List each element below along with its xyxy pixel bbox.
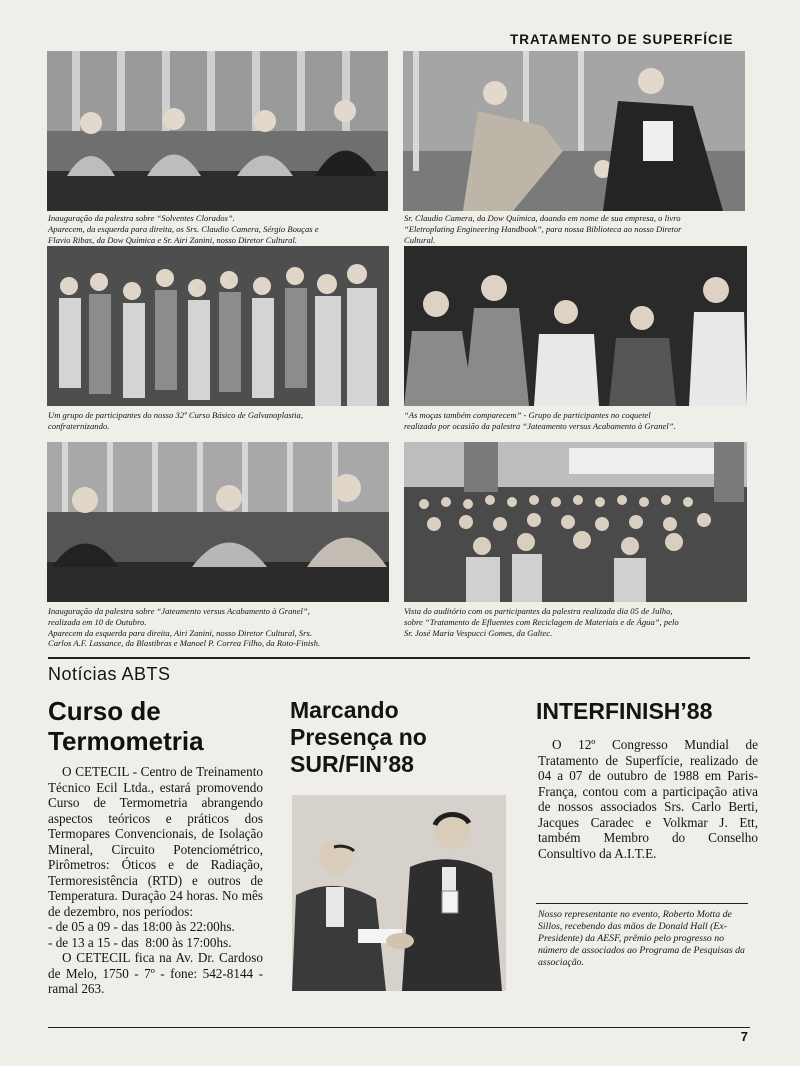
article-title-interfinish: INTERFINISH’88 xyxy=(536,698,713,724)
photo-panel-jateamento xyxy=(47,442,389,602)
photo-panel-cocktail xyxy=(404,246,747,406)
caption-photo-4: “As moças também comparecem” - Grupo de participantes no coquetel realizado por ocasião da palestra “Jateamento versus Acabamento à Granel”. xyxy=(404,410,676,431)
news-section-title: Notícias ABTS xyxy=(48,664,171,684)
caption-photo-6: Vista do auditório com os participantes da palestra realizada dia 05 de Julho, sobre “Tratamento de Efluentes com Reciclagem de Materiais e de Água”, pelo Sr. José Maria Vespucci Gomes, da Galtec. xyxy=(404,606,679,638)
divider-top xyxy=(48,657,750,659)
caption-photo-1: Inauguração da palestra sobre “Solventes Clorados”. Aparecem, da esquerda para direita, os Srs. Claudio Camera, Sérgio Bouças e Flavio Ribas, da Dow Química e Sr. Airi Zanini, nosso Diretor Cultural. xyxy=(48,213,319,245)
article-body-termometria: O CETECIL - Centro de Treinamento Técnico Ecil Ltda., estará promovendo Curso de Termometria abrangendo aspectos teóricos e práticos dos Termopares Convencionais, de Isolação Mineral, Circuito Potenciométrico, Pirômetros: Óticos e de Radiação, Termoresistência (RTD) e outros de Temperatura. Duração 24 horas. No mês de dezembro, nos períodos: - de 05 a 09 - das 18:00 às 22:00hs. - de 13 a 15 - das 8:00 às 17:00hs. O CETECIL fica na Av. Dr. Cardoso de Melo, 1750 - 7º - fone: 542-8144 - ramal 263. xyxy=(48,764,263,996)
photo-award-handshake xyxy=(292,795,506,991)
divider-bottom xyxy=(48,1027,750,1028)
caption-photo-2: Sr. Claudio Camera, da Dow Química, doando em nome de sua empresa, o livro “Eletroplating Engineering Handbook”, para nossa Biblioteca ao nosso Diretor Cultural. xyxy=(404,213,682,245)
photo-panel-inauguration xyxy=(47,51,388,211)
page-number: 7 xyxy=(740,1029,748,1044)
caption-divider xyxy=(536,903,748,904)
section-header: TRATAMENTO DE SUPERFÍCIE xyxy=(510,32,734,47)
article-body-interfinish: O 12º Congresso Mundial de Tratamento de Superfície, realizado de 04 a 07 de outubro de 1988 em Paris-França, contou com a participação ativa de nossos associados Srs. Carlo Berti, Jacques Caradec e Volkmar J. Ett, também Membro do Conselho Consultivo da A.I.T.E. xyxy=(538,737,758,861)
article-title-termometria: Curso de Termometria xyxy=(48,696,204,756)
article-title-surfin: Marcando Presença no SUR/FIN’88 xyxy=(290,697,427,777)
caption-award-photo: Nosso representante no evento, Roberto Motta de Sillos, recebendo das mãos de Donald Hall (Ex-Presidente) da AESF, prêmio pelo progresso no número de associados ao Programa de Pesquisas da associação. xyxy=(538,909,745,968)
photo-panel-course-group xyxy=(47,246,389,406)
caption-photo-3: Um grupo de participantes do nosso 32º Curso Básico de Galvanoplastia, confraternizando. xyxy=(48,410,303,431)
photo-panel-auditorium xyxy=(404,442,747,602)
caption-photo-5: Inauguração da palestra sobre “Jateamento versus Acabamento à Granel”, realizada em 10 de Outubro. Aparecem da esquerda para direita, Airi Zanini, nosso Diretor Cultural, Srs. Carlos A.F. Lassance, da Blastibras e Manoel P. Correa Filho, da Roto-Finish. xyxy=(48,606,321,649)
photo-panel-book-donation xyxy=(403,51,745,211)
